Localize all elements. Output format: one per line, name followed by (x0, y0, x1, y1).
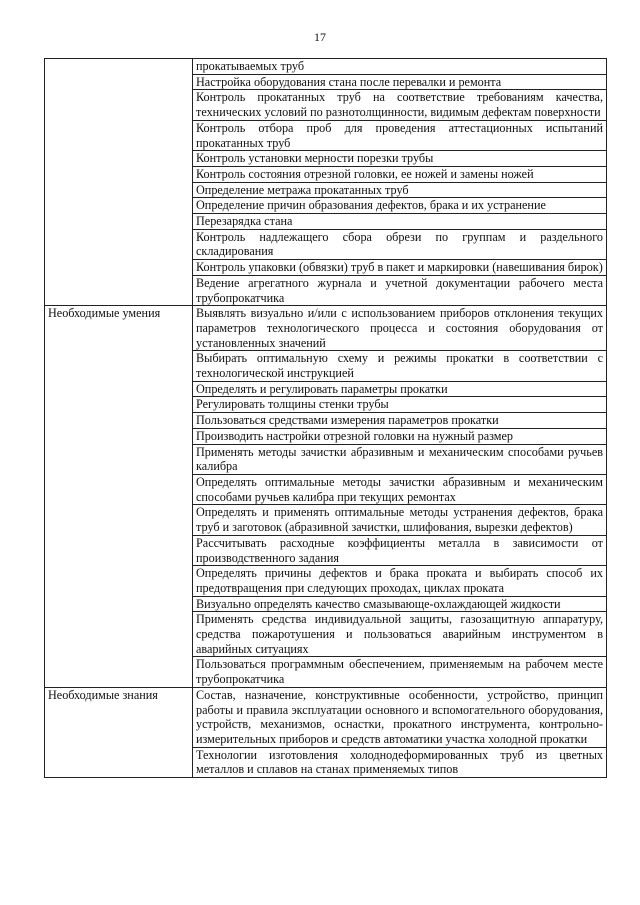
requirement-item: Контроль упаковки (обвязки) труб в пакет и маркировки (навешивания бирок) (193, 260, 607, 276)
requirement-item: Определение причин образования дефектов, брака и их устранение (193, 198, 607, 214)
requirement-item: Ведение агрегатного журнала и учетной документации рабочего места трубопрокатчика (193, 275, 607, 305)
requirement-item: Определять причины дефектов и брака проката и выбирать способ их предотвращения при следующих проходах, циклах проката (193, 566, 607, 596)
requirement-item: Контроль состояния отрезной головки, ее ножей и замены ножей (193, 166, 607, 182)
requirement-item: Визуально определять качество смазывающе-охлаждающей жидкости (193, 596, 607, 612)
category-cell: Необходимые умения (45, 306, 193, 688)
requirement-item: Состав, назначение, конструктивные особенности, устройство, принцип работы и правила эксплуатации основного и вспомогательного оборудования, устройств, механизмов, оснастки, прокатного инструмента, контрольно-измерительных приборов и средств автоматики участка холодной прокатки (193, 687, 607, 747)
table-row (45, 687, 607, 747)
requirement-item: Определять и применять оптимальные методы устранения дефектов, брака труб и заготовок (абразивной зачистки, шлифования, вырезки дефектов) (193, 505, 607, 535)
category-cell: Необходимые знания (45, 687, 193, 777)
requirement-item: Контроль надлежащего сбора обрези по группам и раздельного складирования (193, 229, 607, 259)
table-row (45, 59, 607, 75)
requirement-item: Производить настройки отрезной головки на нужный размер (193, 428, 607, 444)
requirement-item: Контроль установки мерности порезки трубы (193, 151, 607, 167)
requirement-item: Рассчитывать расходные коэффициенты металла в зависимости от производственного задания (193, 535, 607, 565)
requirement-item: Применять средства индивидуальной защиты, газозащитную аппаратуру, средства пожаротушения и пользоваться аварийным инструментом в аварийных ситуациях (193, 612, 607, 657)
requirement-item: Настройка оборудования стана после перевалки и ремонта (193, 74, 607, 90)
requirement-item: Контроль прокатанных труб на соответствие требованиям качества, технических условий по разнотолщинности, видимым дефектам поверхности (193, 90, 607, 120)
requirement-item: Контроль отбора проб для проведения аттестационных испытаний прокатанных труб (193, 120, 607, 150)
requirement-item: Выявлять визуально и/или с использованием приборов отклонения текущих параметров технологического процесса и состояния оборудования от установленных значений (193, 306, 607, 351)
requirement-item: Пользоваться средствами измерения параметров прокатки (193, 413, 607, 429)
requirement-item: Технологии изготовления холоднодеформированных труб из цветных металлов и сплавов на станах применяемых типов (193, 747, 607, 777)
page-number: 17 (314, 30, 326, 44)
requirement-item: прокатываемых труб (193, 59, 607, 75)
requirements-table (44, 58, 607, 778)
requirement-item: Определять оптимальные методы зачистки абразивным и механическим способами ручьев калибра при текущих ремонтах (193, 474, 607, 504)
table-row (45, 306, 607, 351)
requirement-item: Перезарядка стана (193, 214, 607, 230)
requirement-item: Определять и регулировать параметры прокатки (193, 381, 607, 397)
requirement-item: Пользоваться программным обеспечением, применяемым на рабочем месте трубопрокатчика (193, 657, 607, 687)
requirement-item: Определение метража прокатанных труб (193, 182, 607, 198)
category-cell (45, 59, 193, 306)
requirement-item: Применять методы зачистки абразивным и механическим способами ручьев калибра (193, 444, 607, 474)
requirements-table-body (45, 59, 607, 778)
requirement-item: Регулировать толщины стенки трубы (193, 397, 607, 413)
requirement-item: Выбирать оптимальную схему и режимы прокатки в соответствии с технологической инструкцией (193, 351, 607, 381)
